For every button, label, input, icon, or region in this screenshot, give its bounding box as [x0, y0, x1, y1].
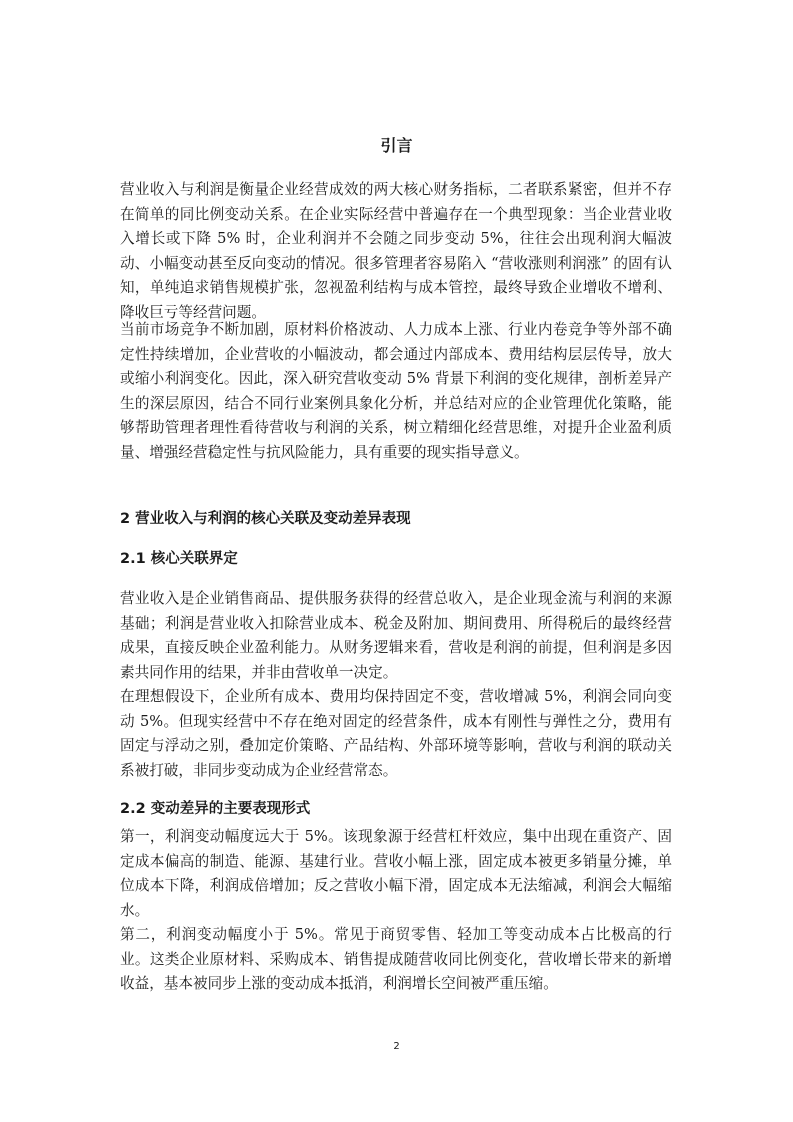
section-2-heading: 2 营业收入与利润的核心关联及变动差异表现 [120, 511, 411, 527]
intro-paragraph-2: 当前市场竞争不断加剧，原材料价格波动、人力成本上涨、行业内卷竞争等外部不确定性持续增加，企业营收的小幅波动，都会通过内部成本、费用结构层层传导，放大或缩小利润变化。因此，深入研究营收变动 5% 背景下利润的变化规律，剖析差异产生的深层原因，结合不同行业案例具象化分析，并总结对应的企业管理优化策略，能够帮助管理者理性看待营收与利润的关系，树立精细化经营思维，对提升企业盈利质量、增强经营稳定性与抗风险能力，具有重要的现实指导意义。 [120, 321, 672, 461]
section-2-1-heading: 2.1 核心关联界定 [120, 551, 238, 567]
section-2-2-paragraph-1: 第一，利润变动幅度远大于 5%。该现象源于经营杠杆效应，集中出现在重资产、固定成本偏高的制造、能源、基建行业。营收小幅上涨，固定成本被更多销量分摊，单位成本下降，利润成倍增加；反之营收小幅下滑，固定成本无法缩减，利润会大幅缩水。 [120, 828, 672, 919]
page-title: 引言 [380, 136, 413, 155]
section-2-2-paragraph-2: 第二，利润变动幅度小于 5%。常见于商贸零售、轻加工等变动成本占比极高的行业。这类企业原材料、采购成本、销售提成随营收同比例变化，营收增长带来的新增收益，基本被同步上涨的变动成本抵消，利润增长空间被严重压缩。 [120, 926, 672, 992]
intro-paragraph-1: 营业收入与利润是衡量企业经营成效的两大核心财务指标，二者联系紧密，但并不存在简单的同比例变动关系。在企业实际经营中普遍存在一个典型现象：当企业营业收入增长或下降 5% 时，企业利润并不会随之同步变动 5%，往往会出现利润大幅波动、小幅变动甚至反向变动的情况。很多管理者容易陷入 “营收涨则利润涨” 的固有认知，单纯追求销售规模扩张，忽视盈利结构与成本管控，最终导致企业增收不增利、降收巨亏等经营问题。 [120, 181, 672, 321]
page-number: 2 [393, 1041, 400, 1052]
section-2-2-heading: 2.2 变动差异的主要表现形式 [120, 801, 311, 817]
section-2-1-paragraph-2: 在理想假设下，企业所有成本、费用均保持固定不变，营收增减 5%，利润会同向变动 5%。但现实经营中不存在绝对固定的经营条件，成本有刚性与弹性之分，费用有固定与浮动之别，叠加定价策略、产品结构、外部环境等影响，营收与利润的联动关系被打破，非同步变动成为企业经营常态。 [120, 688, 672, 779]
section-2-1-paragraph-1: 营业收入是企业销售商品、提供服务获得的经营总收入，是企业现金流与利润的来源基础；利润是营业收入扣除营业成本、税金及附加、期间费用、所得税后的最终经营成果，直接反映企业盈利能力。从财务逻辑来看，营收是利润的前提，但利润是多因素共同作用的结果，并非由营收单一决定。 [120, 590, 672, 681]
